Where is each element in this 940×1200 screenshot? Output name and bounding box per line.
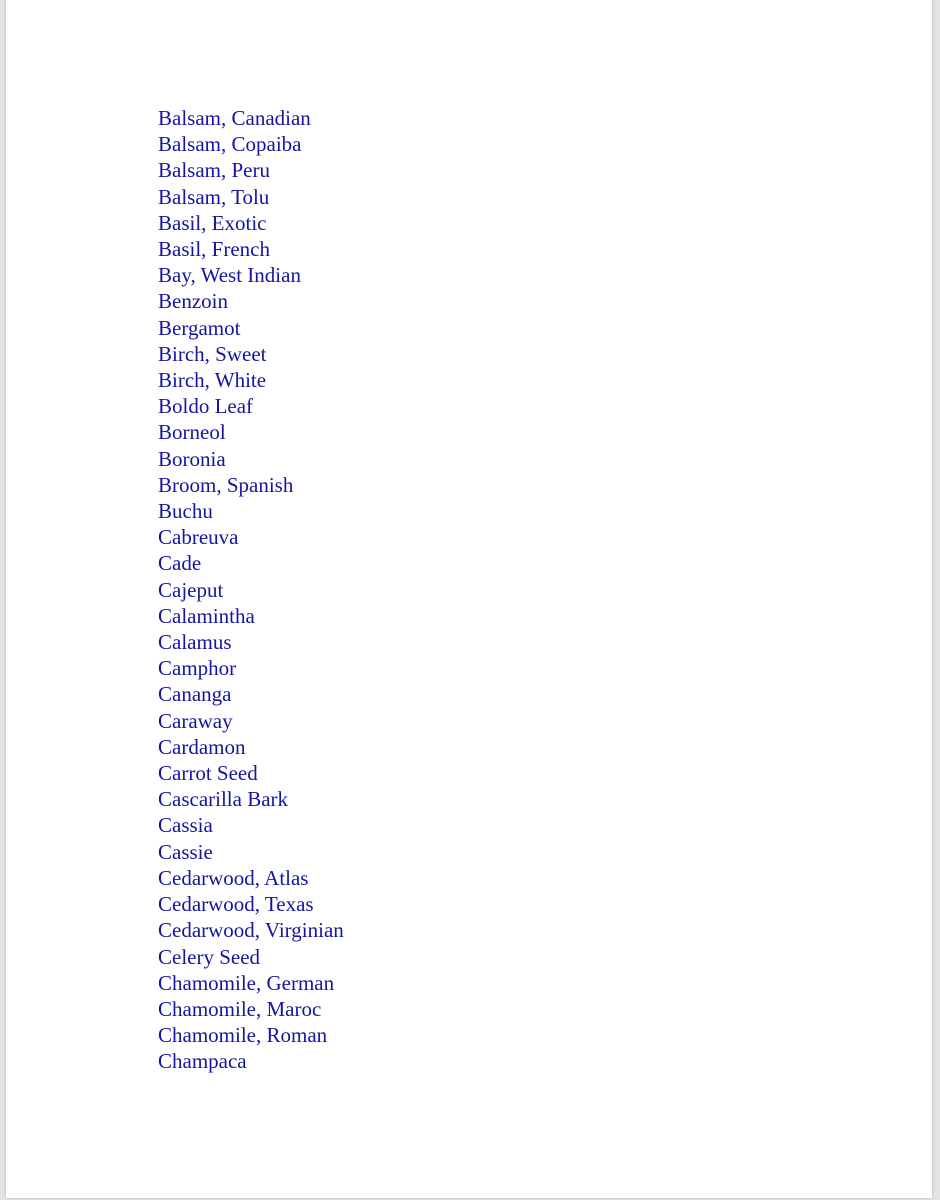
list-item: Basil, French — [158, 237, 270, 262]
list-item: Calamus — [158, 630, 232, 655]
list-item: Cassia — [158, 813, 213, 838]
list-item: Balsam, Copaiba — [158, 132, 302, 157]
document-page — [6, 0, 932, 1198]
list-item: Carrot Seed — [158, 761, 258, 786]
list-item: Caraway — [158, 708, 233, 733]
list-item: Champaca — [158, 1049, 247, 1074]
list-item: Cascarilla Bark — [158, 787, 289, 812]
list-item: Bay, West Indian — [158, 263, 301, 288]
list-item: Cabreuva — [158, 525, 239, 550]
list-item: Basil, Exotic — [158, 210, 267, 235]
list-item: Cedarwood, Texas — [158, 892, 314, 917]
list-item: Celery Seed — [158, 944, 261, 969]
list-item: Chamomile, Maroc — [158, 996, 322, 1021]
list-item: Cajeput — [158, 577, 224, 602]
list-item: Buchu — [158, 499, 213, 524]
list-item: Cardamon — [158, 734, 246, 759]
list-item: Balsam, Peru — [158, 158, 270, 183]
list-item: Boronia — [158, 446, 226, 471]
list-item: Cedarwood, Virginian — [158, 918, 344, 943]
list-item: Benzoin — [158, 289, 228, 314]
list-item: Cananga — [158, 682, 232, 707]
list-item: Chamomile, German — [158, 970, 335, 995]
list-item: Boldo Leaf — [158, 394, 254, 419]
essential-oil-list — [158, 105, 344, 1075]
list-item: Camphor — [158, 656, 237, 681]
list-item: Chamomile, Roman — [158, 1023, 328, 1048]
list-item: Borneol — [158, 420, 226, 445]
list-item: Birch, White — [158, 368, 267, 393]
list-item: Calamintha — [158, 603, 255, 628]
list-item: Cade — [158, 551, 202, 576]
list-item: Broom, Spanish — [158, 472, 294, 497]
list-item: Bergamot — [158, 315, 241, 340]
list-item: Cassie — [158, 839, 213, 864]
list-item: Cedarwood, Atlas — [158, 865, 309, 890]
list-item: Birch, Sweet — [158, 341, 267, 366]
list-item: Balsam, Canadian — [158, 106, 311, 130]
list-item: Balsam, Tolu — [158, 184, 270, 209]
